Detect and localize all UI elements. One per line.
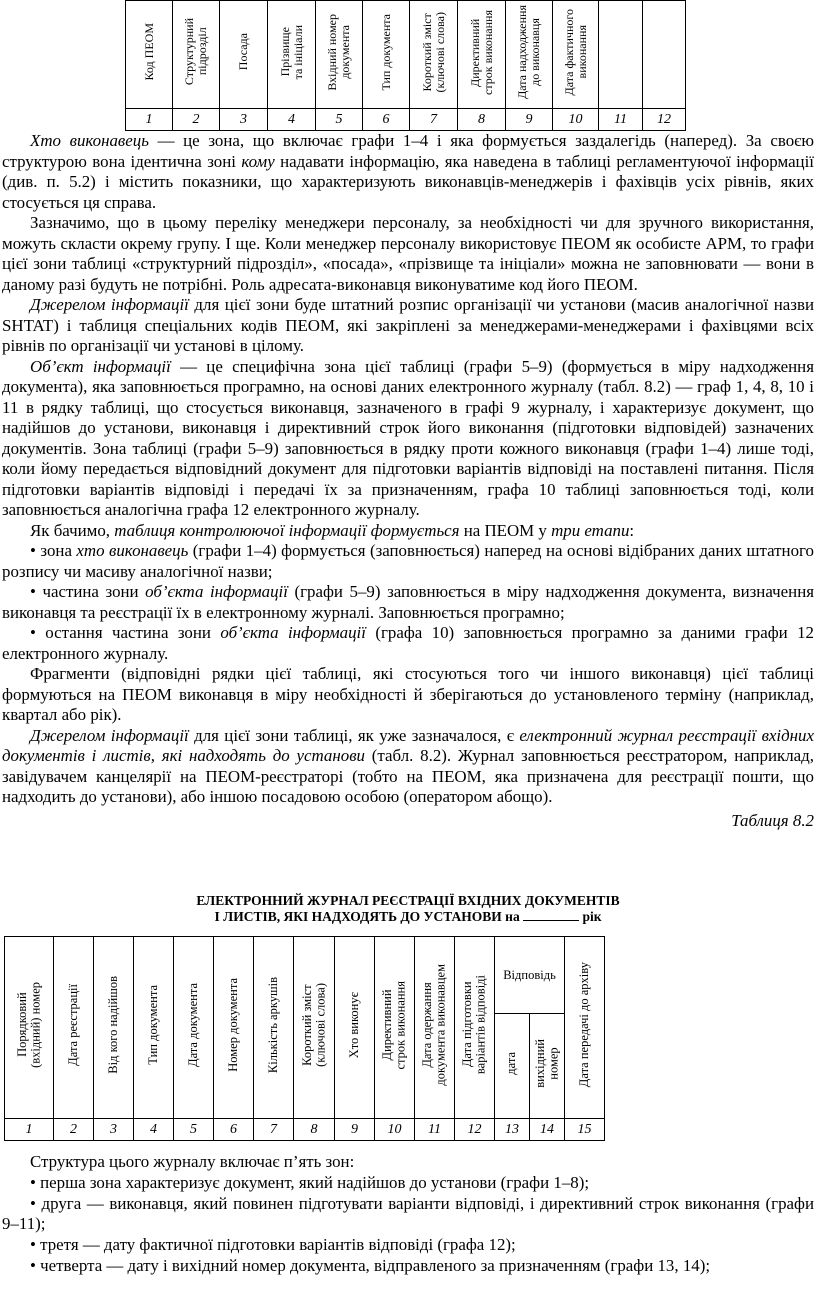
executor-col-header bbox=[599, 1, 643, 109]
paragraph: Структура цього журналу включає п’ять зон: bbox=[30, 1152, 355, 1171]
executor-col-header: Дата фактичного виконання bbox=[553, 1, 599, 109]
journal-col-header: Порядковий (вхідний) номер bbox=[5, 937, 54, 1119]
title-rik: рік bbox=[582, 909, 602, 924]
col-number: 4 bbox=[134, 1119, 174, 1141]
journal-col-header: Номер документа bbox=[214, 937, 254, 1119]
col-number: 10 bbox=[553, 109, 599, 131]
executor-table bbox=[125, 0, 686, 131]
journal-col-header: Дата реєстрації bbox=[54, 937, 94, 1119]
journal-col-header: Дата підготовки варіантів відповіді bbox=[455, 937, 495, 1119]
col-number: 8 bbox=[294, 1119, 335, 1141]
col-number: 2 bbox=[173, 109, 220, 131]
journal-sub-header: дата bbox=[495, 1014, 530, 1119]
col-number: 9 bbox=[335, 1119, 375, 1141]
journal-table bbox=[4, 936, 605, 1141]
col-number: 1 bbox=[5, 1119, 54, 1141]
col-number: 7 bbox=[254, 1119, 294, 1141]
executor-col-header: Тип документа bbox=[363, 1, 410, 109]
col-number: 8 bbox=[458, 109, 506, 131]
paragraph: Як бачимо, таблиця контролюючої інформації формується на ПЕОМ у три етапи: bbox=[30, 520, 635, 540]
col-number: 11 bbox=[599, 109, 643, 131]
journal-col-header: Дата передачі до архіву bbox=[565, 937, 605, 1119]
executor-col-header: Дата надходження до виконавця bbox=[506, 1, 553, 109]
paragraph: Фрагменти (відповідні рядки цієї таблиці, які стосуються того чи іншого виконавця) цієї таблиці формуються на ПЕОМ виконавця в міру необхідності й зберігаються до установленого терміну (наприклад, квартал або рік). bbox=[2, 664, 814, 724]
answer-group-header: Відповідь bbox=[495, 937, 565, 1014]
col-number: 6 bbox=[363, 109, 410, 131]
paragraph: Джерелом інформації для цієї зони таблиці, як уже зазначалося, є електронний журнал реєстрації вхідних документів і листів, які надходять до установи (табл. 8.2). Журнал заповнюється реєстратором, наприклад, завідувачем канцелярії на ПЕОМ-реєстраторі (тобто на ПЕОМ, яка призначена для реєстрації пошти, що надходить до установи), або іншою посадовою особою (оператором абощо). bbox=[2, 725, 814, 806]
bullet-item: • третя — дату фактичної підготовки варіантів відповіді (графа 12); bbox=[30, 1235, 516, 1255]
col-number: 4 bbox=[268, 109, 316, 131]
col-number: 3 bbox=[94, 1119, 134, 1141]
paragraph: Зазначимо, що в цьому переліку менеджери персоналу, за необхідності чи для зручного використання, можуть скласти окрему групу. І ще. Коли менеджер персоналу використовує ПЕОМ як особисте АРМ, то графи цієї зони таблиці «структурний підрозділ», «посада», «прізвище та ініціали» можна не заповнювати — вони в даному разі будуть не потрібні. Роль адресата-виконавця виконуватиме код його ПЕОМ. bbox=[2, 213, 814, 294]
executor-col-header: Вхідний номер документа bbox=[316, 1, 363, 109]
executor-col-header: Структурний підрозділ bbox=[173, 1, 220, 109]
bullet-item: • остання частина зони об’єкта інформації (графа 10) заповнюється програмно за даними графи 12 електронного журналу. bbox=[2, 623, 814, 663]
bullet-item: • друга — виконавця, який повинен підготувати варіанти відповіді, і директивний строк виконання (графи 9–11); bbox=[2, 1193, 814, 1234]
journal-col-header: Короткий зміст (ключові слова) bbox=[294, 937, 335, 1119]
col-number: 15 bbox=[565, 1119, 605, 1141]
journal-title bbox=[0, 893, 816, 925]
executor-col-header: Короткий зміст (ключові слова) bbox=[410, 1, 458, 109]
col-number: 1 bbox=[126, 109, 173, 131]
paragraph: Джерелом інформації для цієї зони буде штатний розпис організації чи установи (масив аналогічної назви SHTAT) і таблиця спеціальних кодів ПЕОМ, які закріплені за менеджерами-менеджерами і фахівцями всіх рівнів по організації чи установі в цілому. bbox=[2, 295, 814, 355]
col-number: 13 bbox=[495, 1119, 530, 1141]
title-na: на bbox=[505, 909, 520, 924]
journal-col-header: Кількість аркушів bbox=[254, 937, 294, 1119]
col-number: 12 bbox=[455, 1119, 495, 1141]
executor-col-header: Прізвище та ініціали bbox=[268, 1, 316, 109]
executor-col-header bbox=[643, 1, 686, 109]
col-number: 6 bbox=[214, 1119, 254, 1141]
col-number: 7 bbox=[410, 109, 458, 131]
journal-number-row bbox=[5, 1119, 605, 1141]
journal-sub-header: вихідний номер bbox=[530, 1014, 565, 1119]
col-number: 14 bbox=[530, 1119, 565, 1141]
executor-table-header-row bbox=[126, 1, 686, 109]
bullet-item: • четверта — дату і вихідний номер документа, відправленого за призначенням (графи 13, 14); bbox=[30, 1255, 711, 1275]
structure-text bbox=[2, 1152, 814, 1277]
journal-col-header: Хто виконує bbox=[335, 937, 375, 1119]
col-number: 5 bbox=[316, 109, 363, 131]
journal-col-header: Дата одержання документа виконавцем bbox=[415, 937, 455, 1119]
year-blank bbox=[523, 909, 579, 921]
journal-title-line-1: ЕЛЕКТРОННИЙ ЖУРНАЛ РЕЄСТРАЦІЇ ВХІДНИХ ДОКУМЕНТІВ bbox=[196, 893, 620, 908]
col-number: 5 bbox=[174, 1119, 214, 1141]
journal-title-line-2: І ЛИСТІВ, ЯКІ НАДХОДЯТЬ ДО УСТАНОВИ на рік bbox=[214, 909, 602, 924]
col-number: 10 bbox=[375, 1119, 415, 1141]
body-text bbox=[2, 131, 814, 831]
executor-table-number-row bbox=[126, 109, 686, 131]
paragraph: Об’єкт інформації — це специфічна зона цієї таблиці (графи 5–9) (формується в міру надходження документа), яка заповнюється програмно, на основі даних електронного журналу (табл. 8.2) — граф 1, 4, 8, 10 і 11 в рядку таблиці, що стосується виконавця, зазначеного в графі 9 журналу, і характеризує документ, що надійшов до установи, виконавця і директивний строк його виконання (підготовки відповідей) зазначених документів. Зона таблиці (графи 5–9) заповнюється в рядку проти кожного виконавця (графи 1–4) лише тоді, коли йому передається відповідний документ для підготовки варіантів відповіді на поставлені питання. Після підготовки варіантів відповіді і передачі їх за призначенням, графа 10 таблиці заповнюється тоді, коли заповнюється аналогічна графа 12 електронного журналу. bbox=[2, 356, 814, 519]
col-number: 2 bbox=[54, 1119, 94, 1141]
bullet-item: • зона хто виконавець (графи 1–4) формується (заповнюється) наперед на основі відібраних даних штатного розпису чи масиву аналогічної назви; bbox=[2, 541, 814, 581]
table-caption: Таблиця 8.2 bbox=[731, 810, 814, 830]
journal-col-header: Директивний строк виконання bbox=[375, 937, 415, 1119]
journal-col-header: Дата документа bbox=[174, 937, 214, 1119]
bullet-item: • перша зона характеризує документ, який надійшов до установи (графи 1–8); bbox=[30, 1172, 590, 1192]
paragraph: Хто виконавець — це зона, що включає графи 1–4 і яка формується заздалегідь (наперед). За своєю структурою вона ідентична зоні кому надавати інформацію, яка наведена в таблиці регламентуючої інформації (див. п. 5.2) і містить показники, що характеризують виконавців-менеджерів і фахівців усіх рівнів, яких стосується ця справа. bbox=[2, 131, 815, 212]
col-number: 3 bbox=[220, 109, 268, 131]
col-number: 11 bbox=[415, 1119, 455, 1141]
col-number: 9 bbox=[506, 109, 553, 131]
journal-col-header: Від кого надійшов bbox=[94, 937, 134, 1119]
bullet-item: • частина зони об’єкта інформації (графи 5–9) заповнюється в міру надходження документа, визначення виконавця та реєстрації їх в електронному журналі. Заповнюється програмно; bbox=[2, 582, 815, 622]
executor-col-header: Директивний строк виконання bbox=[458, 1, 506, 109]
col-number: 12 bbox=[643, 109, 686, 131]
journal-header-row bbox=[5, 937, 605, 1014]
executor-col-header: Посада bbox=[220, 1, 268, 109]
executor-col-header: Код ПЕОМ bbox=[126, 1, 173, 109]
journal-col-header: Тип документа bbox=[134, 937, 174, 1119]
